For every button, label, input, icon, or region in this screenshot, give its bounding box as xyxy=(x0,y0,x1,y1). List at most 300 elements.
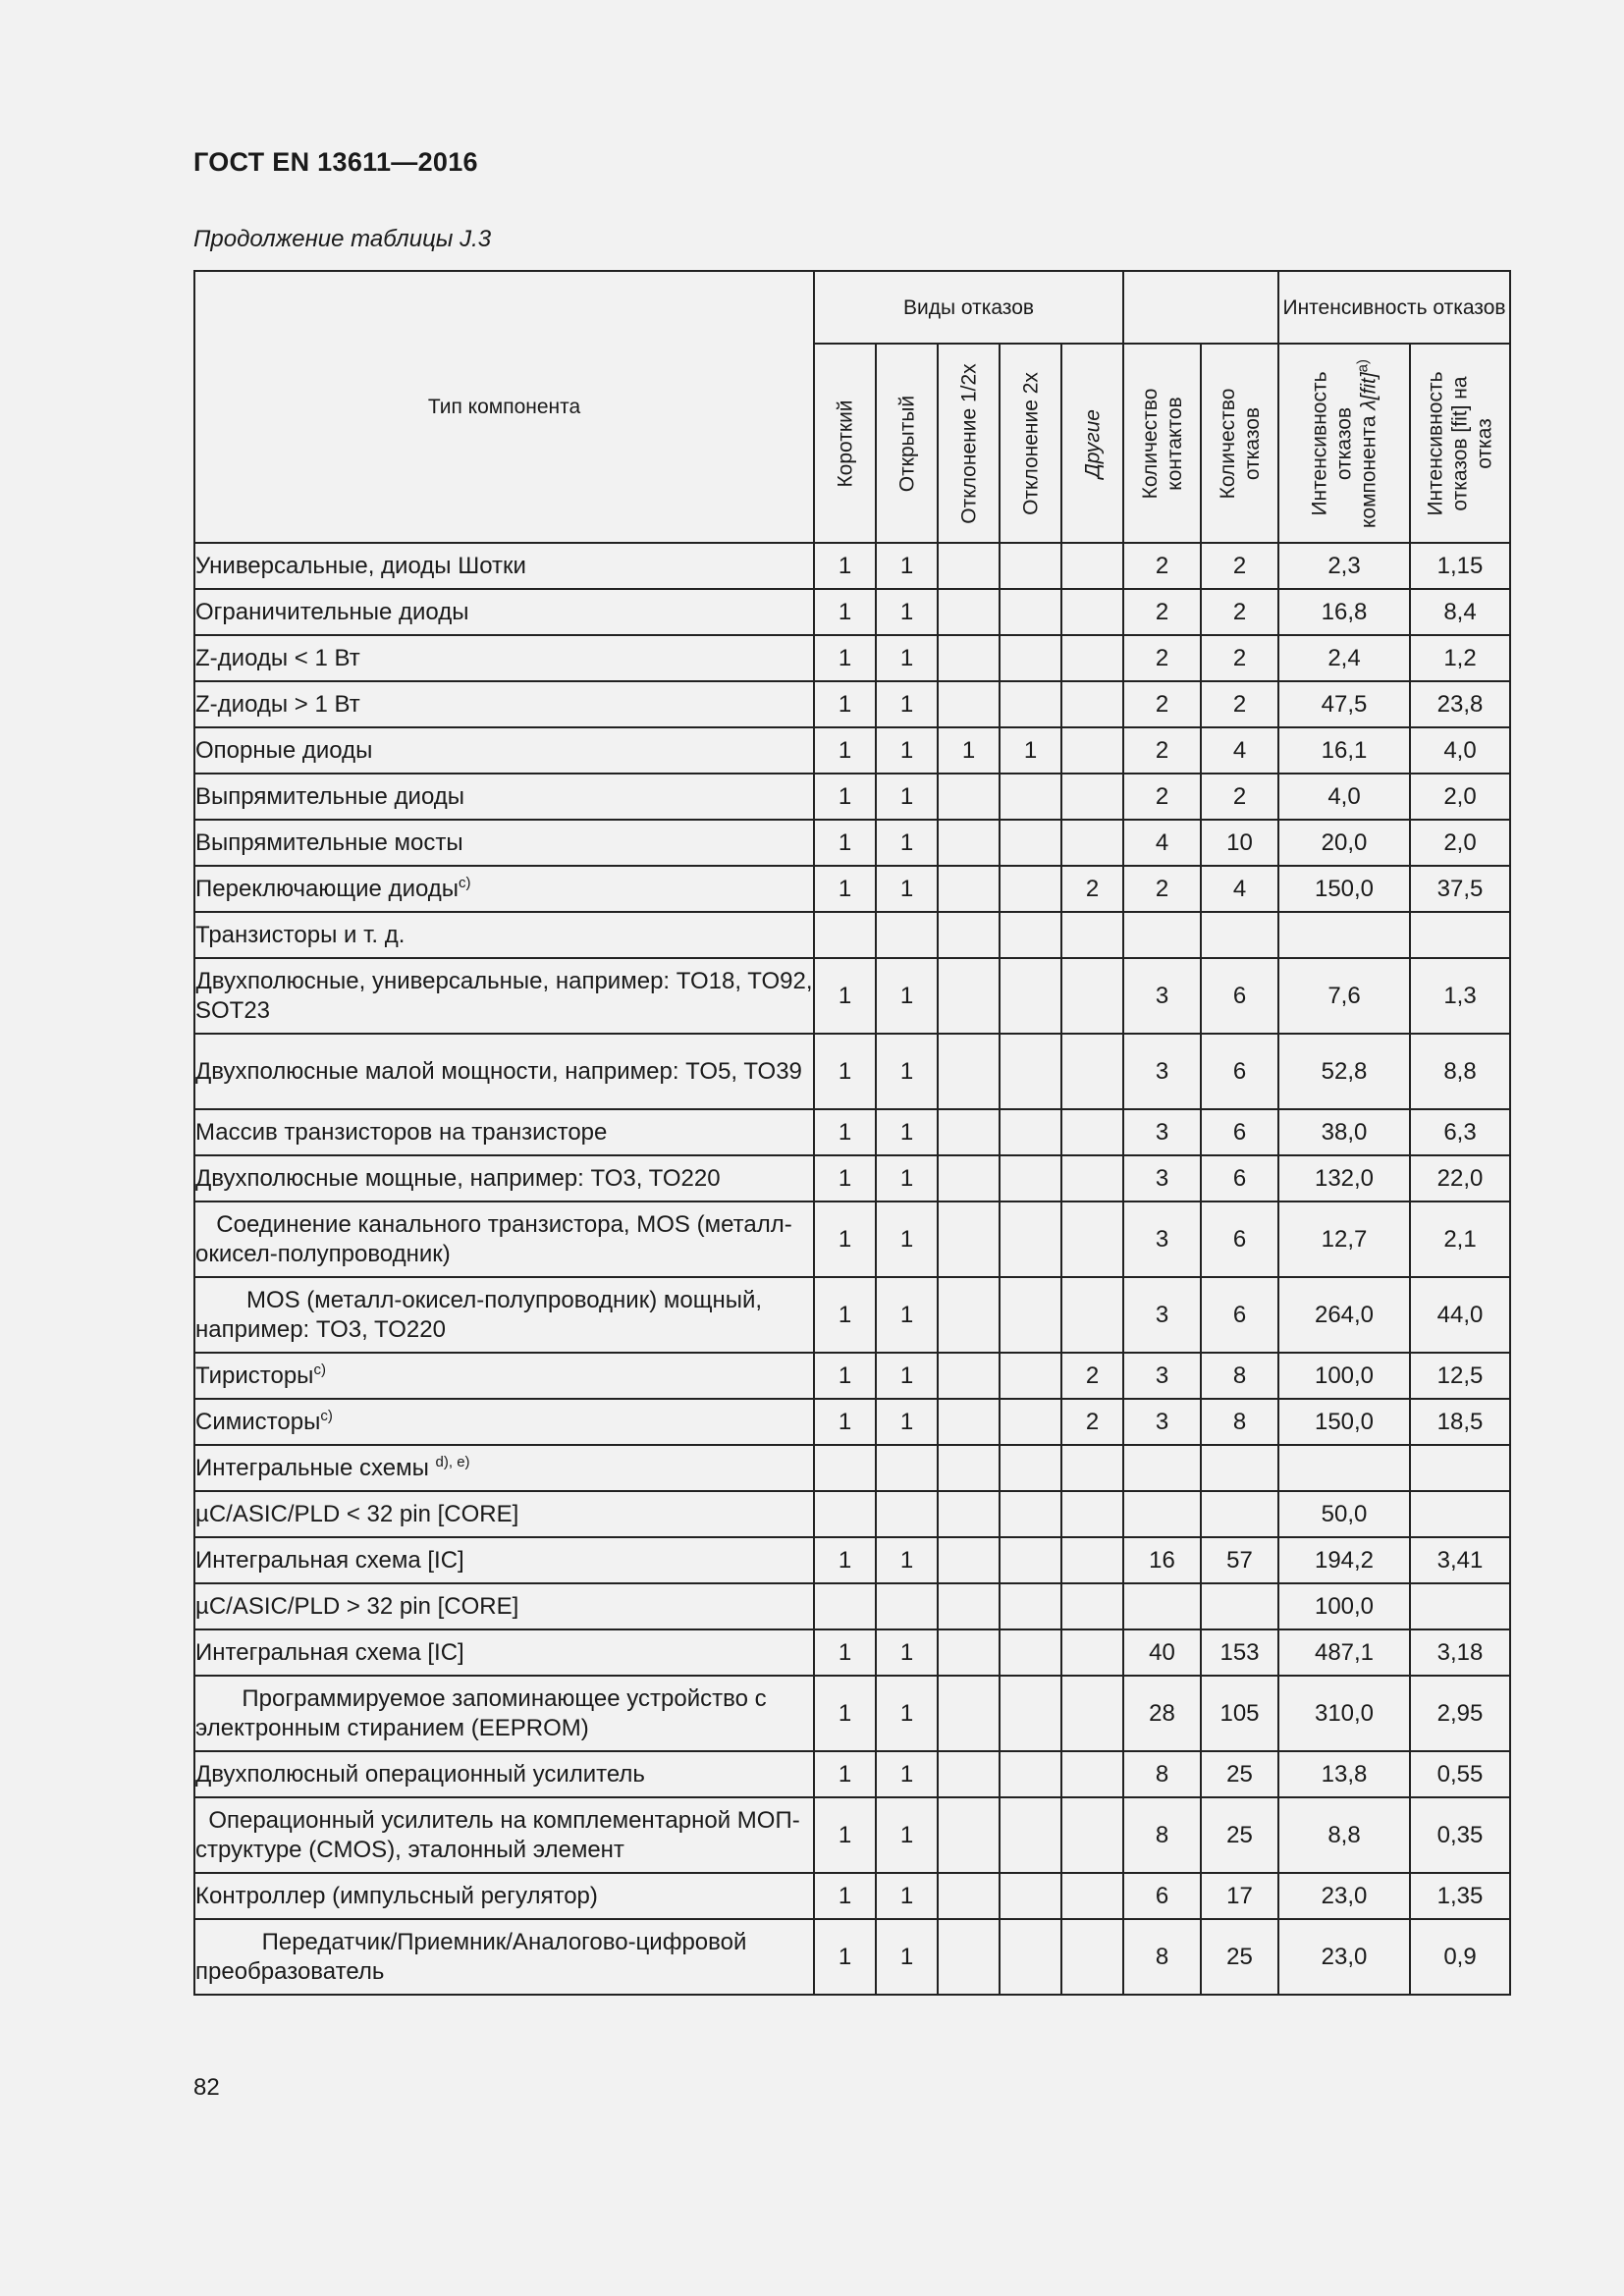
table-row xyxy=(194,1629,1510,1676)
open-cell: 1 xyxy=(876,1797,938,1873)
other-cell xyxy=(1061,1676,1123,1751)
dev-half-cell xyxy=(938,1797,1000,1873)
short-cell xyxy=(814,1445,876,1491)
failures-cell: 2 xyxy=(1201,774,1278,820)
short-cell xyxy=(814,912,876,958)
other-cell xyxy=(1061,543,1123,589)
dev-2x-cell xyxy=(1000,543,1061,589)
short-cell: 1 xyxy=(814,1353,876,1399)
component-name-cell xyxy=(194,774,814,820)
component-name-cell xyxy=(194,727,814,774)
dev-half-cell xyxy=(938,912,1000,958)
dev-2x-cell xyxy=(1000,958,1061,1034)
dev-2x-cell xyxy=(1000,1583,1061,1629)
short-cell: 1 xyxy=(814,958,876,1034)
dev-2x-cell xyxy=(1000,866,1061,912)
failures-cell: 4 xyxy=(1201,727,1278,774)
failure-intensity-cell: 1,15 xyxy=(1410,543,1510,589)
failures-cell: 6 xyxy=(1201,1109,1278,1155)
component-name: Соединение канального транзистора, MOS (металл-окисел-полупроводник) xyxy=(195,1210,792,1267)
table-row xyxy=(194,1034,1510,1109)
dev-2x-cell xyxy=(1000,1034,1061,1109)
other-cell xyxy=(1061,1491,1123,1537)
failures-cell: 25 xyxy=(1201,1751,1278,1797)
dev-half-cell xyxy=(938,589,1000,635)
dev-2x-cell xyxy=(1000,774,1061,820)
other-cell: 2 xyxy=(1061,866,1123,912)
table-row xyxy=(194,958,1510,1034)
contacts-cell: 3 xyxy=(1123,1277,1201,1353)
short-cell: 1 xyxy=(814,1034,876,1109)
short-cell xyxy=(814,1583,876,1629)
component-intensity-cell: 150,0 xyxy=(1278,866,1410,912)
contacts-cell: 3 xyxy=(1123,1201,1201,1277)
open-cell: 1 xyxy=(876,543,938,589)
short-cell: 1 xyxy=(814,727,876,774)
component-intensity-cell: 264,0 xyxy=(1278,1277,1410,1353)
table-row xyxy=(194,1155,1510,1201)
dev-2x-cell xyxy=(1000,1537,1061,1583)
table-caption: Продолжение таблицы J.3 xyxy=(193,226,492,252)
component-intensity-cell: 52,8 xyxy=(1278,1034,1410,1109)
contacts-cell: 3 xyxy=(1123,1155,1201,1201)
component-intensity-cell: 310,0 xyxy=(1278,1676,1410,1751)
component-name: Программируемое запоминающее устройство с электронным стиранием (EEPROM) xyxy=(195,1684,767,1741)
short-cell: 1 xyxy=(814,1751,876,1797)
dev-half-cell xyxy=(938,1491,1000,1537)
other-cell xyxy=(1061,958,1123,1034)
open-cell xyxy=(876,912,938,958)
short-cell: 1 xyxy=(814,1277,876,1353)
table-row xyxy=(194,543,1510,589)
failure-intensity-cell xyxy=(1410,1491,1510,1537)
short-cell: 1 xyxy=(814,635,876,681)
failures-cell: 8 xyxy=(1201,1353,1278,1399)
dev-half-cell xyxy=(938,1155,1000,1201)
open-cell xyxy=(876,1583,938,1629)
open-cell: 1 xyxy=(876,681,938,727)
other-cell xyxy=(1061,1277,1123,1353)
table-body xyxy=(194,543,1510,1995)
component-intensity-cell: 4,0 xyxy=(1278,774,1410,820)
failures-cell xyxy=(1201,1445,1278,1491)
dev-half-cell xyxy=(938,1109,1000,1155)
contacts-cell xyxy=(1123,1583,1201,1629)
open-cell: 1 xyxy=(876,589,938,635)
other-cell: 2 xyxy=(1061,1353,1123,1399)
failures-cell xyxy=(1201,1491,1278,1537)
dev-half-cell xyxy=(938,1277,1000,1353)
failures-cell: 4 xyxy=(1201,866,1278,912)
page-number: 82 xyxy=(193,2074,220,2101)
short-cell: 1 xyxy=(814,1537,876,1583)
failures-cell: 6 xyxy=(1201,1034,1278,1109)
failure-intensity-cell xyxy=(1410,1583,1510,1629)
dev-2x-cell xyxy=(1000,1919,1061,1995)
short-cell: 1 xyxy=(814,1676,876,1751)
dev-2x-cell xyxy=(1000,1155,1061,1201)
other-cell xyxy=(1061,1919,1123,1995)
other-cell xyxy=(1061,774,1123,820)
dev-2x-cell xyxy=(1000,1797,1061,1873)
failure-intensity-cell: 2,1 xyxy=(1410,1201,1510,1277)
component-name: Операционный усилитель на комплементарной МОП-структуре (CMOS), эталонный элемент xyxy=(195,1806,800,1863)
component-name: Контроллер (импульсный регулятор) xyxy=(195,1882,598,1909)
table-row xyxy=(194,866,1510,912)
component-name-cell xyxy=(194,958,814,1034)
component-intensity-cell: 50,0 xyxy=(1278,1491,1410,1537)
failure-intensity-cell xyxy=(1410,912,1510,958)
failure-intensity-cell: 44,0 xyxy=(1410,1277,1510,1353)
other-cell xyxy=(1061,1445,1123,1491)
component-name-cell xyxy=(194,1491,814,1537)
other-cell xyxy=(1061,1629,1123,1676)
footnote-ref: c) xyxy=(459,874,471,891)
component-name: Ограничительные диоды xyxy=(195,598,469,625)
header-failure-modes: Виды отказов xyxy=(814,271,1123,344)
component-name-cell xyxy=(194,1919,814,1995)
dev-half-cell xyxy=(938,1676,1000,1751)
dev-2x-cell xyxy=(1000,1277,1061,1353)
table-row xyxy=(194,1445,1510,1491)
component-name-cell xyxy=(194,635,814,681)
failures-cell: 6 xyxy=(1201,1155,1278,1201)
open-cell: 1 xyxy=(876,1537,938,1583)
component-name: µC/ASIC/PLD > 32 pin [CORE] xyxy=(195,1592,519,1620)
failures-cell: 10 xyxy=(1201,820,1278,866)
component-intensity-cell xyxy=(1278,1445,1410,1491)
table-row xyxy=(194,1399,1510,1445)
failures-cell: 25 xyxy=(1201,1797,1278,1873)
component-name-cell xyxy=(194,1353,814,1399)
failure-intensity-cell: 2,0 xyxy=(1410,820,1510,866)
component-intensity-cell xyxy=(1278,912,1410,958)
component-intensity-cell: 12,7 xyxy=(1278,1201,1410,1277)
component-name-cell xyxy=(194,589,814,635)
table-row xyxy=(194,1797,1510,1873)
header-contacts-count: Количество контактов xyxy=(1123,344,1201,543)
component-name: Интегральные схемы xyxy=(195,1454,436,1481)
component-intensity-cell: 194,2 xyxy=(1278,1537,1410,1583)
component-name-cell xyxy=(194,1537,814,1583)
component-name: Тиристоры xyxy=(195,1362,314,1389)
failures-cell: 2 xyxy=(1201,681,1278,727)
component-name-cell xyxy=(194,1109,814,1155)
table-row xyxy=(194,1919,1510,1995)
component-name: Двухполюсный операционный усилитель xyxy=(195,1760,645,1788)
component-intensity-cell: 23,0 xyxy=(1278,1919,1410,1995)
component-name-cell xyxy=(194,1583,814,1629)
contacts-cell xyxy=(1123,1491,1201,1537)
table-row xyxy=(194,1491,1510,1537)
dev-half-cell xyxy=(938,1583,1000,1629)
dev-half-cell xyxy=(938,681,1000,727)
dev-half-cell xyxy=(938,820,1000,866)
failure-intensity-cell: 1,3 xyxy=(1410,958,1510,1034)
dev-half-cell xyxy=(938,1537,1000,1583)
contacts-cell: 4 xyxy=(1123,820,1201,866)
open-cell: 1 xyxy=(876,1034,938,1109)
component-intensity-cell: 16,8 xyxy=(1278,589,1410,635)
failure-intensity-cell: 18,5 xyxy=(1410,1399,1510,1445)
failure-rate-table xyxy=(193,270,1511,1996)
contacts-cell xyxy=(1123,912,1201,958)
contacts-cell: 3 xyxy=(1123,958,1201,1034)
other-cell xyxy=(1061,1873,1123,1919)
table-row xyxy=(194,1583,1510,1629)
dev-2x-cell xyxy=(1000,589,1061,635)
contacts-cell: 2 xyxy=(1123,635,1201,681)
component-intensity-cell: 100,0 xyxy=(1278,1353,1410,1399)
table-row xyxy=(194,1676,1510,1751)
short-cell: 1 xyxy=(814,1155,876,1201)
component-name-cell xyxy=(194,681,814,727)
short-cell: 1 xyxy=(814,543,876,589)
table-row xyxy=(194,1277,1510,1353)
other-cell xyxy=(1061,912,1123,958)
open-cell: 1 xyxy=(876,1873,938,1919)
component-name: Массив транзисторов на транзисторе xyxy=(195,1118,608,1146)
dev-2x-cell xyxy=(1000,1399,1061,1445)
table-row xyxy=(194,589,1510,635)
other-cell xyxy=(1061,681,1123,727)
open-cell: 1 xyxy=(876,1676,938,1751)
dev-2x-cell xyxy=(1000,1629,1061,1676)
dev-2x-cell xyxy=(1000,681,1061,727)
other-cell xyxy=(1061,727,1123,774)
short-cell: 1 xyxy=(814,1873,876,1919)
failure-intensity-cell: 3,41 xyxy=(1410,1537,1510,1583)
header-open: Открытый xyxy=(876,344,938,543)
failure-intensity-cell: 23,8 xyxy=(1410,681,1510,727)
component-intensity-cell: 100,0 xyxy=(1278,1583,1410,1629)
dev-half-cell xyxy=(938,1873,1000,1919)
header-deviation-half: Отклонение 1/2x xyxy=(938,344,1000,543)
failure-intensity-cell: 1,2 xyxy=(1410,635,1510,681)
footnote-ref: d), e) xyxy=(435,1453,470,1470)
short-cell: 1 xyxy=(814,866,876,912)
open-cell: 1 xyxy=(876,635,938,681)
dev-half-cell xyxy=(938,1751,1000,1797)
failure-intensity-cell: 8,8 xyxy=(1410,1034,1510,1109)
component-name-cell xyxy=(194,1629,814,1676)
component-intensity-cell: 2,4 xyxy=(1278,635,1410,681)
failure-intensity-cell: 4,0 xyxy=(1410,727,1510,774)
other-cell xyxy=(1061,635,1123,681)
failures-cell: 6 xyxy=(1201,1277,1278,1353)
failure-intensity-cell: 0,9 xyxy=(1410,1919,1510,1995)
failure-intensity-cell: 2,0 xyxy=(1410,774,1510,820)
dev-half-cell xyxy=(938,1399,1000,1445)
header-short: Короткий xyxy=(814,344,876,543)
component-name: Универсальные, диоды Шотки xyxy=(195,552,526,579)
component-name: Выпрямительные мосты xyxy=(195,828,463,856)
failure-intensity-cell: 8,4 xyxy=(1410,589,1510,635)
header-component-type: Тип компонента xyxy=(194,271,814,543)
failure-intensity-cell: 6,3 xyxy=(1410,1109,1510,1155)
table-row xyxy=(194,912,1510,958)
component-intensity-cell: 13,8 xyxy=(1278,1751,1410,1797)
dev-2x-cell xyxy=(1000,1873,1061,1919)
table-row xyxy=(194,774,1510,820)
short-cell: 1 xyxy=(814,1399,876,1445)
failure-intensity-cell: 0,35 xyxy=(1410,1797,1510,1873)
contacts-cell: 3 xyxy=(1123,1399,1201,1445)
dev-half-cell xyxy=(938,1629,1000,1676)
dev-half-cell xyxy=(938,1353,1000,1399)
open-cell: 1 xyxy=(876,1201,938,1277)
component-name: Опорные диоды xyxy=(195,736,373,764)
other-cell xyxy=(1061,589,1123,635)
document-id: ГОСТ EN 13611—2016 xyxy=(193,147,478,177)
table-row xyxy=(194,1537,1510,1583)
open-cell: 1 xyxy=(876,1353,938,1399)
contacts-cell xyxy=(1123,1445,1201,1491)
component-name: Двухполюсные мощные, например: TO3, TO220 xyxy=(195,1164,721,1192)
open-cell: 1 xyxy=(876,958,938,1034)
component-name: Переключающие диоды xyxy=(195,875,460,902)
component-name-cell xyxy=(194,1751,814,1797)
component-intensity-cell: 16,1 xyxy=(1278,727,1410,774)
contacts-cell: 2 xyxy=(1123,866,1201,912)
header-blank xyxy=(1123,271,1278,344)
table-row xyxy=(194,1109,1510,1155)
other-cell xyxy=(1061,1109,1123,1155)
table-row xyxy=(194,1353,1510,1399)
component-name: Интегральная схема [IC] xyxy=(195,1546,464,1574)
failures-cell: 57 xyxy=(1201,1537,1278,1583)
dev-2x-cell xyxy=(1000,1491,1061,1537)
dev-half-cell xyxy=(938,774,1000,820)
dev-2x-cell xyxy=(1000,1676,1061,1751)
open-cell: 1 xyxy=(876,1109,938,1155)
component-name: Z-диоды < 1 Вт xyxy=(195,644,360,671)
contacts-cell: 16 xyxy=(1123,1537,1201,1583)
footnote-ref: c) xyxy=(320,1407,333,1424)
component-name-cell xyxy=(194,820,814,866)
dev-2x-cell xyxy=(1000,1201,1061,1277)
component-intensity-cell: 20,0 xyxy=(1278,820,1410,866)
failure-intensity-cell: 37,5 xyxy=(1410,866,1510,912)
failures-cell: 25 xyxy=(1201,1919,1278,1995)
dev-half-cell xyxy=(938,635,1000,681)
component-name: µC/ASIC/PLD < 32 pin [CORE] xyxy=(195,1500,519,1527)
dev-half-cell xyxy=(938,958,1000,1034)
dev-half-cell xyxy=(938,1919,1000,1995)
failures-cell: 105 xyxy=(1201,1676,1278,1751)
component-name-cell xyxy=(194,543,814,589)
component-name-cell xyxy=(194,866,814,912)
short-cell: 1 xyxy=(814,1109,876,1155)
open-cell: 1 xyxy=(876,1277,938,1353)
dev-2x-cell xyxy=(1000,1109,1061,1155)
component-name-cell xyxy=(194,1399,814,1445)
component-intensity-cell: 150,0 xyxy=(1278,1399,1410,1445)
contacts-cell: 28 xyxy=(1123,1676,1201,1751)
short-cell xyxy=(814,1491,876,1537)
failures-cell: 6 xyxy=(1201,958,1278,1034)
open-cell: 1 xyxy=(876,866,938,912)
contacts-cell: 8 xyxy=(1123,1797,1201,1873)
component-name: Двухполюсные малой мощности, например: TO5, TO39 xyxy=(195,1057,802,1085)
short-cell: 1 xyxy=(814,1629,876,1676)
contacts-cell: 2 xyxy=(1123,681,1201,727)
short-cell: 1 xyxy=(814,681,876,727)
component-name: Транзисторы и т. д. xyxy=(195,921,406,948)
open-cell: 1 xyxy=(876,774,938,820)
failures-cell: 8 xyxy=(1201,1399,1278,1445)
header-failure-intensity: Интенсивность отказов [fit] на отказ xyxy=(1410,344,1510,543)
open-cell xyxy=(876,1491,938,1537)
failure-intensity-cell: 12,5 xyxy=(1410,1353,1510,1399)
dev-half-cell xyxy=(938,1034,1000,1109)
contacts-cell: 3 xyxy=(1123,1109,1201,1155)
short-cell: 1 xyxy=(814,774,876,820)
other-cell xyxy=(1061,1034,1123,1109)
header-intensity: Интенсивность отказов xyxy=(1278,271,1510,344)
component-name: Симисторы xyxy=(195,1408,321,1435)
component-name: Z-диоды > 1 Вт xyxy=(195,690,360,718)
component-name: Выпрямительные диоды xyxy=(195,782,465,810)
component-name: Интегральная схема [IC] xyxy=(195,1638,464,1666)
component-name-cell xyxy=(194,1445,814,1491)
dev-2x-cell: 1 xyxy=(1000,727,1061,774)
component-name-cell xyxy=(194,912,814,958)
component-name: Передатчик/Приемник/Аналогово-цифровой преобразователь xyxy=(195,1928,747,1985)
dev-2x-cell xyxy=(1000,820,1061,866)
failure-intensity-cell: 1,35 xyxy=(1410,1873,1510,1919)
component-name-cell xyxy=(194,1873,814,1919)
failures-cell: 2 xyxy=(1201,543,1278,589)
header-failures-count: Количество отказов xyxy=(1201,344,1278,543)
table-row xyxy=(194,1751,1510,1797)
open-cell: 1 xyxy=(876,1155,938,1201)
short-cell: 1 xyxy=(814,820,876,866)
failure-intensity-cell xyxy=(1410,1445,1510,1491)
component-name-cell xyxy=(194,1034,814,1109)
dev-half-cell xyxy=(938,543,1000,589)
failure-intensity-cell: 22,0 xyxy=(1410,1155,1510,1201)
open-cell: 1 xyxy=(876,1919,938,1995)
failures-cell: 2 xyxy=(1201,589,1278,635)
other-cell xyxy=(1061,1797,1123,1873)
header-component-intensity: Интенсивность отказов компонента λ[fit]$^{a)}$ xyxy=(1278,344,1410,543)
contacts-cell: 8 xyxy=(1123,1919,1201,1995)
failures-cell: 17 xyxy=(1201,1873,1278,1919)
contacts-cell: 2 xyxy=(1123,727,1201,774)
component-intensity-cell: 7,6 xyxy=(1278,958,1410,1034)
contacts-cell: 2 xyxy=(1123,774,1201,820)
dev-half-cell xyxy=(938,1445,1000,1491)
failures-cell: 6 xyxy=(1201,1201,1278,1277)
component-name-cell xyxy=(194,1797,814,1873)
component-intensity-cell: 23,0 xyxy=(1278,1873,1410,1919)
component-name: Двухполюсные, универсальные, например: TO18, TO92, SOT23 xyxy=(195,967,813,1024)
table-row xyxy=(194,681,1510,727)
component-intensity-cell: 2,3 xyxy=(1278,543,1410,589)
component-intensity-cell: 487,1 xyxy=(1278,1629,1410,1676)
table-row xyxy=(194,820,1510,866)
dev-2x-cell xyxy=(1000,1445,1061,1491)
open-cell: 1 xyxy=(876,820,938,866)
open-cell: 1 xyxy=(876,1751,938,1797)
contacts-cell: 40 xyxy=(1123,1629,1201,1676)
table-row xyxy=(194,727,1510,774)
contacts-cell: 3 xyxy=(1123,1353,1201,1399)
dev-half-cell xyxy=(938,866,1000,912)
other-cell xyxy=(1061,1751,1123,1797)
failures-cell: 2 xyxy=(1201,635,1278,681)
